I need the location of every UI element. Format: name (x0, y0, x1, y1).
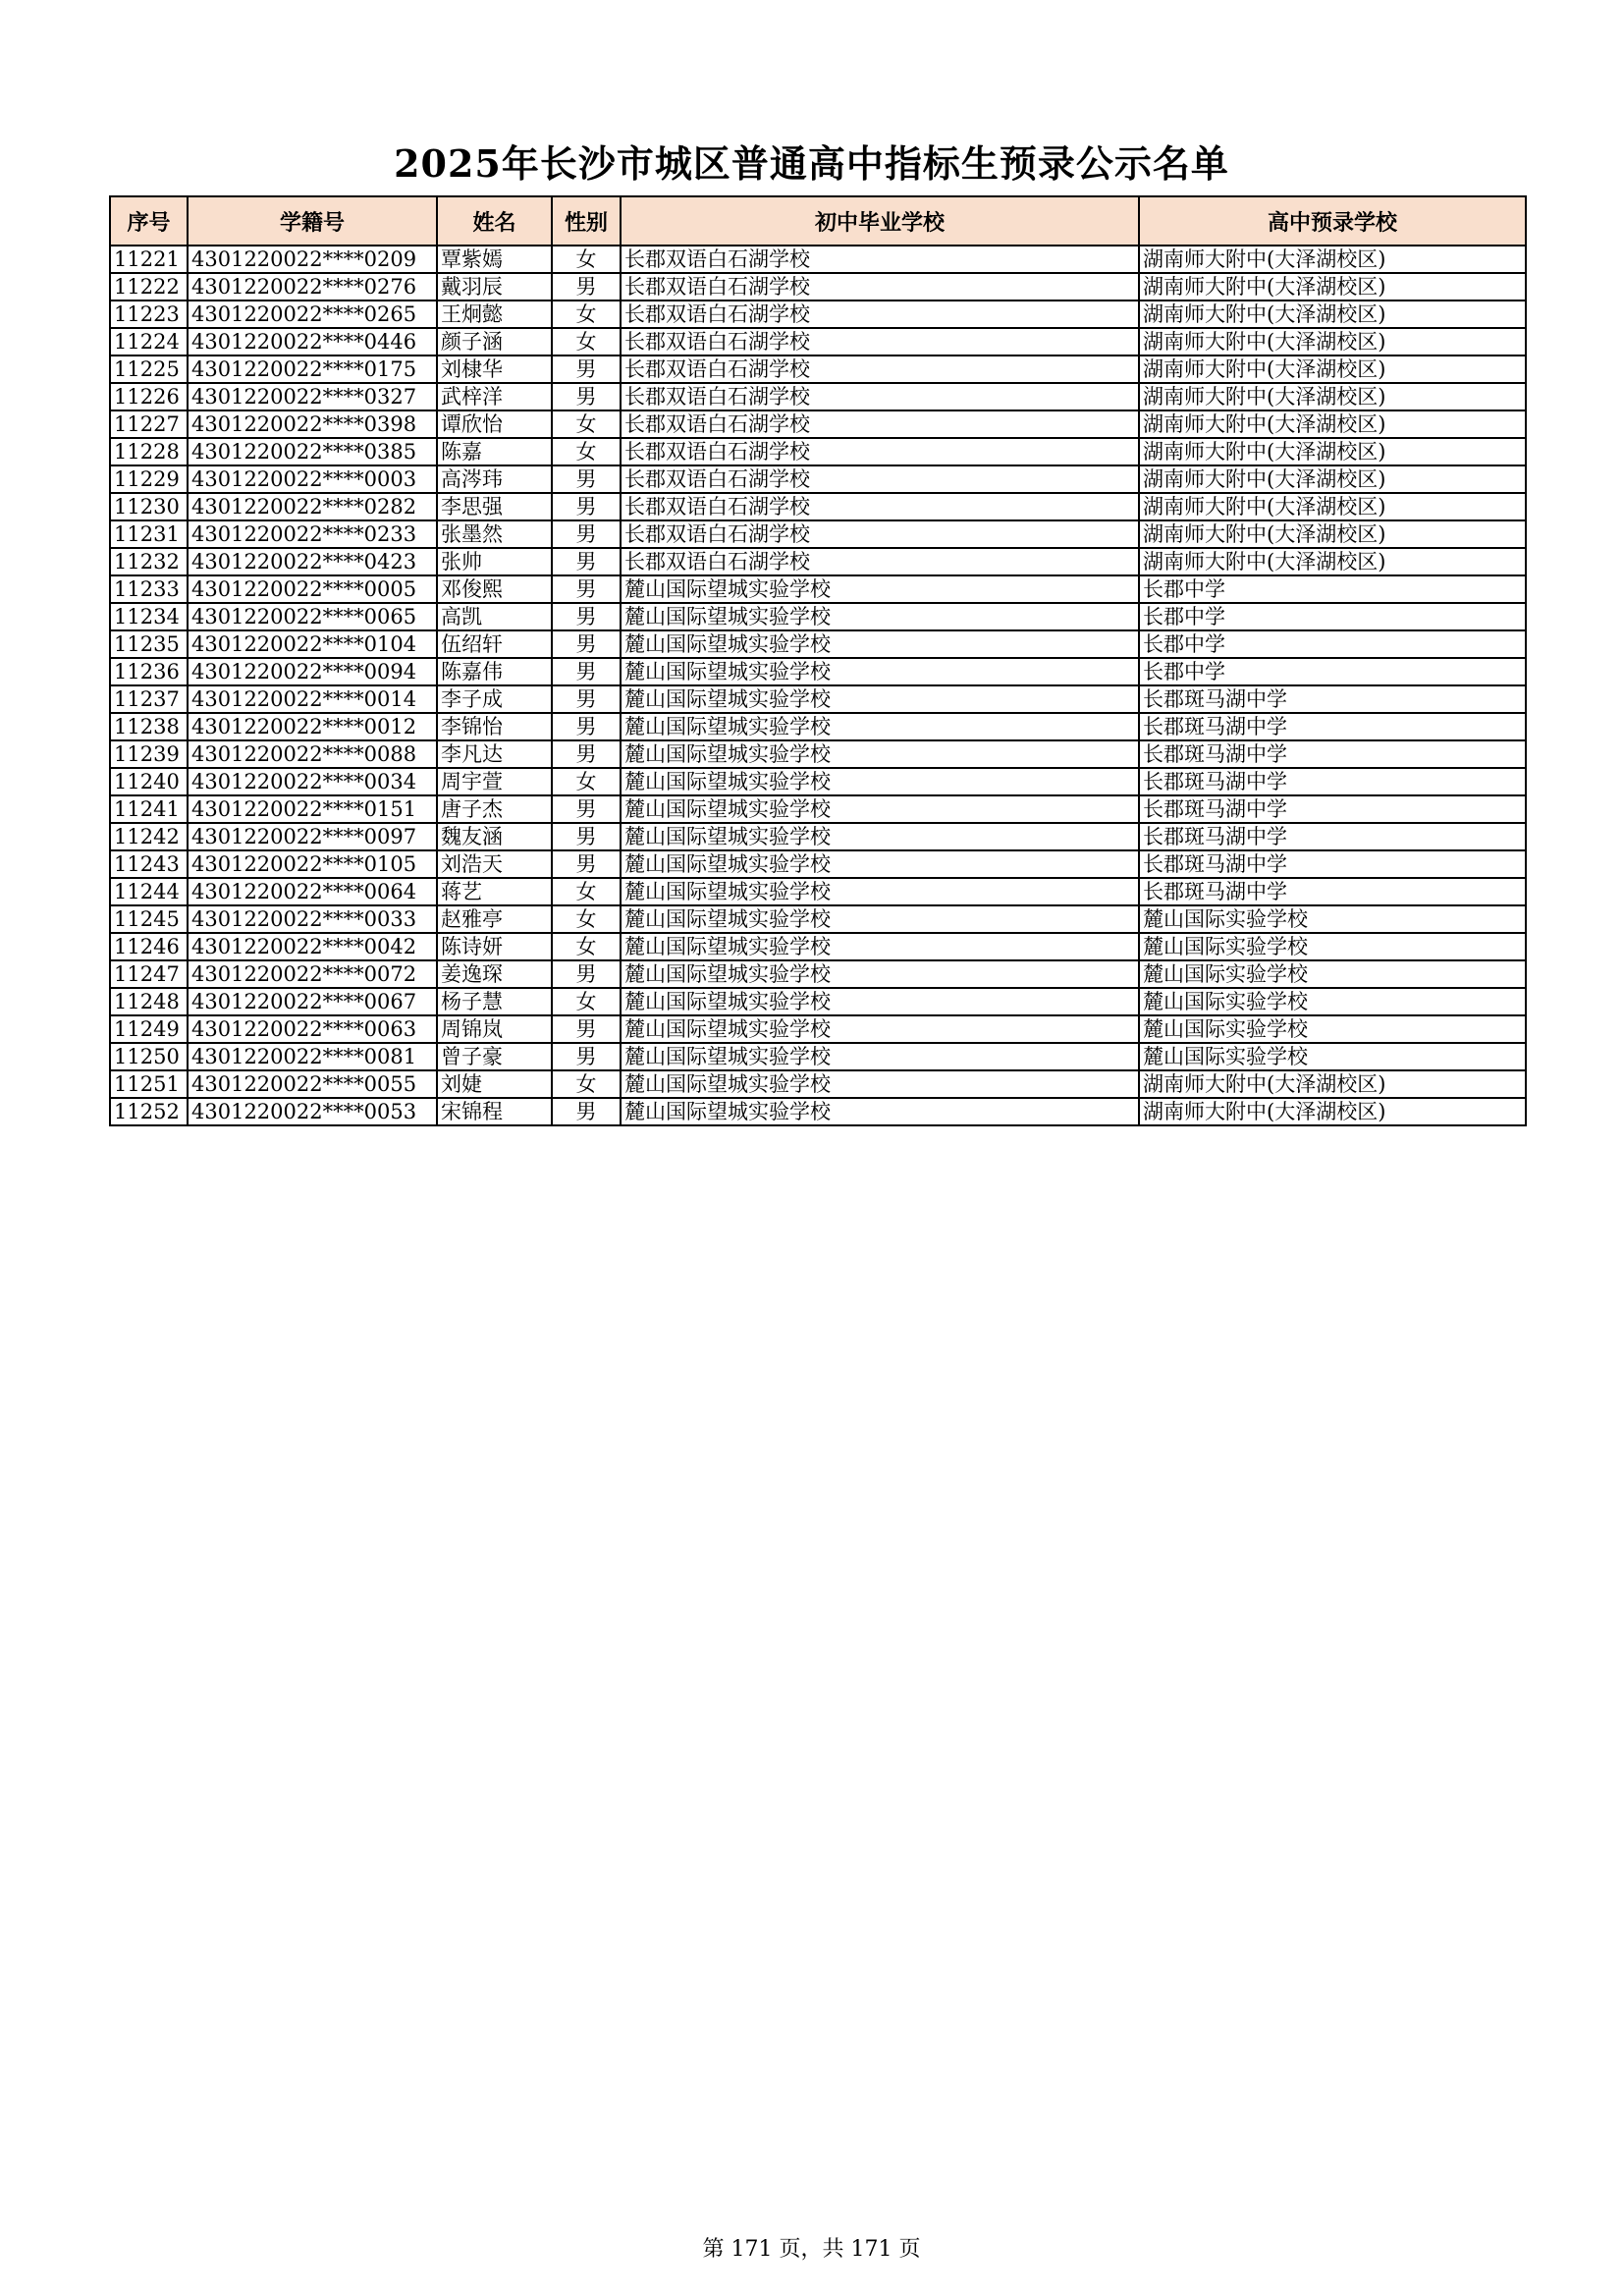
cell-gender: 女 (552, 988, 621, 1015)
cell-no: 11241 (110, 795, 188, 823)
table-row (110, 685, 1526, 713)
table-row (110, 795, 1526, 823)
table-row (110, 823, 1526, 850)
cell-gender: 男 (552, 823, 621, 850)
cell-senior-school: 长郡斑马湖中学 (1139, 795, 1526, 823)
cell-senior-school: 湖南师大附中(大泽湖校区) (1139, 1098, 1526, 1125)
cell-name: 李锦怡 (437, 713, 552, 740)
cell-junior-school: 麓山国际望城实验学校 (621, 960, 1139, 988)
cell-no: 11246 (110, 933, 188, 960)
cell-senior-school: 湖南师大附中(大泽湖校区) (1139, 493, 1526, 520)
cell-student-id: 4301220022****0094 (188, 658, 437, 685)
cell-name: 周锦岚 (437, 1015, 552, 1043)
cell-junior-school: 长郡双语白石湖学校 (621, 438, 1139, 465)
cell-senior-school: 长郡斑马湖中学 (1139, 685, 1526, 713)
cell-senior-school: 麓山国际实验学校 (1139, 988, 1526, 1015)
cell-senior-school: 湖南师大附中(大泽湖校区) (1139, 465, 1526, 493)
cell-name: 张帅 (437, 548, 552, 575)
table-row (110, 658, 1526, 685)
cell-name: 刘棣华 (437, 355, 552, 383)
cell-gender: 男 (552, 355, 621, 383)
cell-junior-school: 麓山国际望城实验学校 (621, 603, 1139, 630)
cell-senior-school: 湖南师大附中(大泽湖校区) (1139, 520, 1526, 548)
cell-name: 杨子慧 (437, 988, 552, 1015)
cell-student-id: 4301220022****0042 (188, 933, 437, 960)
cell-gender: 男 (552, 548, 621, 575)
cell-senior-school: 长郡中学 (1139, 630, 1526, 658)
cell-gender: 男 (552, 685, 621, 713)
cell-gender: 男 (552, 1098, 621, 1125)
cell-junior-school: 麓山国际望城实验学校 (621, 823, 1139, 850)
cell-no: 11242 (110, 823, 188, 850)
cell-senior-school: 湖南师大附中(大泽湖校区) (1139, 246, 1526, 273)
cell-no: 11226 (110, 383, 188, 410)
cell-name: 高凯 (437, 603, 552, 630)
cell-junior-school: 麓山国际望城实验学校 (621, 878, 1139, 905)
table-body (110, 246, 1526, 1125)
cell-no: 11247 (110, 960, 188, 988)
table-row (110, 740, 1526, 768)
cell-gender: 男 (552, 795, 621, 823)
cell-junior-school: 长郡双语白石湖学校 (621, 246, 1139, 273)
cell-name: 颜子涵 (437, 328, 552, 355)
cell-senior-school: 麓山国际实验学校 (1139, 1043, 1526, 1070)
cell-name: 陈嘉 (437, 438, 552, 465)
table-row (110, 878, 1526, 905)
cell-gender: 女 (552, 768, 621, 795)
cell-junior-school: 麓山国际望城实验学校 (621, 933, 1139, 960)
cell-junior-school: 长郡双语白石湖学校 (621, 410, 1139, 438)
cell-junior-school: 麓山国际望城实验学校 (621, 740, 1139, 768)
cell-name: 陈诗妍 (437, 933, 552, 960)
cell-junior-school: 麓山国际望城实验学校 (621, 1015, 1139, 1043)
cell-name: 宋锦程 (437, 1098, 552, 1125)
cell-student-id: 4301220022****0053 (188, 1098, 437, 1125)
cell-gender: 男 (552, 1015, 621, 1043)
cell-senior-school: 长郡中学 (1139, 603, 1526, 630)
cell-no: 11250 (110, 1043, 188, 1070)
cell-junior-school: 长郡双语白石湖学校 (621, 383, 1139, 410)
table-row (110, 246, 1526, 273)
cell-student-id: 4301220022****0063 (188, 1015, 437, 1043)
col-header-senior-school: 高中预录学校 (1139, 196, 1526, 246)
cell-no: 11227 (110, 410, 188, 438)
cell-senior-school: 长郡中学 (1139, 658, 1526, 685)
cell-gender: 男 (552, 658, 621, 685)
cell-no: 11240 (110, 768, 188, 795)
cell-gender: 男 (552, 273, 621, 301)
cell-student-id: 4301220022****0055 (188, 1070, 437, 1098)
cell-junior-school: 麓山国际望城实验学校 (621, 905, 1139, 933)
cell-student-id: 4301220022****0398 (188, 410, 437, 438)
cell-gender: 男 (552, 713, 621, 740)
table-row (110, 383, 1526, 410)
cell-gender: 女 (552, 301, 621, 328)
table-row (110, 933, 1526, 960)
cell-student-id: 4301220022****0385 (188, 438, 437, 465)
cell-student-id: 4301220022****0012 (188, 713, 437, 740)
cell-junior-school: 长郡双语白石湖学校 (621, 548, 1139, 575)
cell-student-id: 4301220022****0064 (188, 878, 437, 905)
cell-senior-school: 长郡斑马湖中学 (1139, 713, 1526, 740)
cell-senior-school: 麓山国际实验学校 (1139, 933, 1526, 960)
cell-senior-school: 麓山国际实验学校 (1139, 960, 1526, 988)
cell-senior-school: 长郡中学 (1139, 575, 1526, 603)
table-row (110, 713, 1526, 740)
cell-junior-school: 麓山国际望城实验学校 (621, 685, 1139, 713)
cell-gender: 女 (552, 328, 621, 355)
cell-junior-school: 麓山国际望城实验学校 (621, 658, 1139, 685)
cell-student-id: 4301220022****0072 (188, 960, 437, 988)
cell-no: 11236 (110, 658, 188, 685)
cell-junior-school: 长郡双语白石湖学校 (621, 328, 1139, 355)
cell-name: 伍绍轩 (437, 630, 552, 658)
cell-senior-school: 湖南师大附中(大泽湖校区) (1139, 301, 1526, 328)
cell-senior-school: 麓山国际实验学校 (1139, 1015, 1526, 1043)
page-title: 2025年长沙市城区普通高中指标生预录公示名单 (394, 141, 1229, 186)
table-row (110, 438, 1526, 465)
col-header-gender: 性别 (552, 196, 621, 246)
cell-senior-school: 长郡斑马湖中学 (1139, 878, 1526, 905)
cell-gender: 男 (552, 960, 621, 988)
cell-junior-school: 麓山国际望城实验学校 (621, 575, 1139, 603)
table-row (110, 905, 1526, 933)
cell-senior-school: 湖南师大附中(大泽湖校区) (1139, 438, 1526, 465)
cell-no: 11230 (110, 493, 188, 520)
cell-junior-school: 麓山国际望城实验学校 (621, 1098, 1139, 1125)
cell-student-id: 4301220022****0209 (188, 246, 437, 273)
cell-gender: 女 (552, 1070, 621, 1098)
cell-student-id: 4301220022****0003 (188, 465, 437, 493)
cell-no: 11229 (110, 465, 188, 493)
cell-senior-school: 湖南师大附中(大泽湖校区) (1139, 1070, 1526, 1098)
cell-junior-school: 麓山国际望城实验学校 (621, 795, 1139, 823)
cell-junior-school: 长郡双语白石湖学校 (621, 355, 1139, 383)
cell-senior-school: 湖南师大附中(大泽湖校区) (1139, 328, 1526, 355)
cell-senior-school: 湖南师大附中(大泽湖校区) (1139, 410, 1526, 438)
cell-junior-school: 长郡双语白石湖学校 (621, 465, 1139, 493)
cell-name: 武梓洋 (437, 383, 552, 410)
cell-no: 11248 (110, 988, 188, 1015)
cell-gender: 女 (552, 878, 621, 905)
cell-name: 李思强 (437, 493, 552, 520)
cell-no: 11231 (110, 520, 188, 548)
table-row (110, 768, 1526, 795)
cell-gender: 女 (552, 905, 621, 933)
cell-student-id: 4301220022****0033 (188, 905, 437, 933)
cell-student-id: 4301220022****0423 (188, 548, 437, 575)
cell-gender: 男 (552, 740, 621, 768)
cell-gender: 男 (552, 603, 621, 630)
table-row (110, 273, 1526, 301)
cell-student-id: 4301220022****0327 (188, 383, 437, 410)
cell-gender: 男 (552, 493, 621, 520)
cell-name: 李凡达 (437, 740, 552, 768)
cell-senior-school: 湖南师大附中(大泽湖校区) (1139, 273, 1526, 301)
roster-table (109, 195, 1527, 1126)
cell-no: 11235 (110, 630, 188, 658)
cell-student-id: 4301220022****0088 (188, 740, 437, 768)
table-row (110, 988, 1526, 1015)
table-row (110, 1015, 1526, 1043)
cell-student-id: 4301220022****0105 (188, 850, 437, 878)
cell-senior-school: 麓山国际实验学校 (1139, 905, 1526, 933)
table-row (110, 493, 1526, 520)
table-row (110, 603, 1526, 630)
cell-no: 11232 (110, 548, 188, 575)
cell-senior-school: 长郡斑马湖中学 (1139, 768, 1526, 795)
cell-junior-school: 长郡双语白石湖学校 (621, 301, 1139, 328)
col-header-no: 序号 (110, 196, 188, 246)
table-row (110, 850, 1526, 878)
cell-name: 陈嘉伟 (437, 658, 552, 685)
cell-name: 刘浩天 (437, 850, 552, 878)
cell-no: 11243 (110, 850, 188, 878)
cell-no: 11223 (110, 301, 188, 328)
cell-no: 11228 (110, 438, 188, 465)
cell-gender: 男 (552, 850, 621, 878)
cell-student-id: 4301220022****0282 (188, 493, 437, 520)
cell-no: 11233 (110, 575, 188, 603)
cell-junior-school: 麓山国际望城实验学校 (621, 768, 1139, 795)
cell-junior-school: 麓山国际望城实验学校 (621, 1070, 1139, 1098)
cell-student-id: 4301220022****0276 (188, 273, 437, 301)
cell-name: 赵雅亭 (437, 905, 552, 933)
cell-gender: 男 (552, 575, 621, 603)
cell-gender: 男 (552, 630, 621, 658)
cell-no: 11252 (110, 1098, 188, 1125)
cell-senior-school: 湖南师大附中(大泽湖校区) (1139, 548, 1526, 575)
cell-no: 11225 (110, 355, 188, 383)
cell-name: 刘婕 (437, 1070, 552, 1098)
cell-junior-school: 长郡双语白石湖学校 (621, 493, 1139, 520)
cell-junior-school: 麓山国际望城实验学校 (621, 713, 1139, 740)
cell-name: 姜逸琛 (437, 960, 552, 988)
cell-junior-school: 麓山国际望城实验学校 (621, 850, 1139, 878)
cell-gender: 女 (552, 410, 621, 438)
cell-no: 11249 (110, 1015, 188, 1043)
cell-no: 11224 (110, 328, 188, 355)
cell-senior-school: 长郡斑马湖中学 (1139, 740, 1526, 768)
cell-student-id: 4301220022****0446 (188, 328, 437, 355)
cell-student-id: 4301220022****0067 (188, 988, 437, 1015)
table-row (110, 301, 1526, 328)
table-header (110, 196, 1526, 246)
page-footer: 第 171 页，共 171 页 (702, 2237, 921, 2262)
cell-junior-school: 麓山国际望城实验学校 (621, 1043, 1139, 1070)
cell-gender: 男 (552, 383, 621, 410)
table-row (110, 355, 1526, 383)
cell-name: 邓俊熙 (437, 575, 552, 603)
col-header-name: 姓名 (437, 196, 552, 246)
cell-gender: 女 (552, 246, 621, 273)
cell-student-id: 4301220022****0233 (188, 520, 437, 548)
cell-gender: 男 (552, 520, 621, 548)
cell-name: 覃紫嫣 (437, 246, 552, 273)
table-row (110, 1043, 1526, 1070)
cell-gender: 女 (552, 438, 621, 465)
cell-no: 11244 (110, 878, 188, 905)
table-row (110, 410, 1526, 438)
cell-junior-school: 麓山国际望城实验学校 (621, 988, 1139, 1015)
cell-gender: 男 (552, 465, 621, 493)
cell-name: 戴羽辰 (437, 273, 552, 301)
cell-gender: 女 (552, 933, 621, 960)
cell-name: 高涔玮 (437, 465, 552, 493)
cell-student-id: 4301220022****0005 (188, 575, 437, 603)
cell-senior-school: 长郡斑马湖中学 (1139, 823, 1526, 850)
table-row (110, 1070, 1526, 1098)
cell-name: 王炯懿 (437, 301, 552, 328)
cell-senior-school: 湖南师大附中(大泽湖校区) (1139, 355, 1526, 383)
col-header-junior-school: 初中毕业学校 (621, 196, 1139, 246)
cell-student-id: 4301220022****0014 (188, 685, 437, 713)
table-row (110, 575, 1526, 603)
cell-name: 谭欣怡 (437, 410, 552, 438)
cell-name: 李子成 (437, 685, 552, 713)
cell-student-id: 4301220022****0175 (188, 355, 437, 383)
table-row (110, 548, 1526, 575)
cell-student-id: 4301220022****0081 (188, 1043, 437, 1070)
cell-no: 11234 (110, 603, 188, 630)
cell-student-id: 4301220022****0065 (188, 603, 437, 630)
cell-no: 11237 (110, 685, 188, 713)
cell-name: 周宇萱 (437, 768, 552, 795)
table-row (110, 1098, 1526, 1125)
cell-junior-school: 长郡双语白石湖学校 (621, 520, 1139, 548)
cell-student-id: 4301220022****0265 (188, 301, 437, 328)
cell-name: 魏友涵 (437, 823, 552, 850)
table-row (110, 520, 1526, 548)
cell-student-id: 4301220022****0104 (188, 630, 437, 658)
table-row (110, 630, 1526, 658)
cell-name: 张墨然 (437, 520, 552, 548)
cell-junior-school: 麓山国际望城实验学校 (621, 630, 1139, 658)
cell-no: 11251 (110, 1070, 188, 1098)
cell-no: 11238 (110, 713, 188, 740)
header-row (110, 196, 1526, 246)
cell-name: 曾子豪 (437, 1043, 552, 1070)
cell-student-id: 4301220022****0097 (188, 823, 437, 850)
cell-senior-school: 长郡斑马湖中学 (1139, 850, 1526, 878)
col-header-student-id: 学籍号 (188, 196, 437, 246)
cell-name: 蒋艺 (437, 878, 552, 905)
cell-student-id: 4301220022****0151 (188, 795, 437, 823)
cell-student-id: 4301220022****0034 (188, 768, 437, 795)
table-row (110, 465, 1526, 493)
cell-senior-school: 湖南师大附中(大泽湖校区) (1139, 383, 1526, 410)
cell-no: 11221 (110, 246, 188, 273)
cell-junior-school: 长郡双语白石湖学校 (621, 273, 1139, 301)
cell-name: 唐子杰 (437, 795, 552, 823)
table-row (110, 328, 1526, 355)
cell-gender: 男 (552, 1043, 621, 1070)
cell-no: 11245 (110, 905, 188, 933)
cell-no: 11239 (110, 740, 188, 768)
cell-no: 11222 (110, 273, 188, 301)
table-row (110, 960, 1526, 988)
